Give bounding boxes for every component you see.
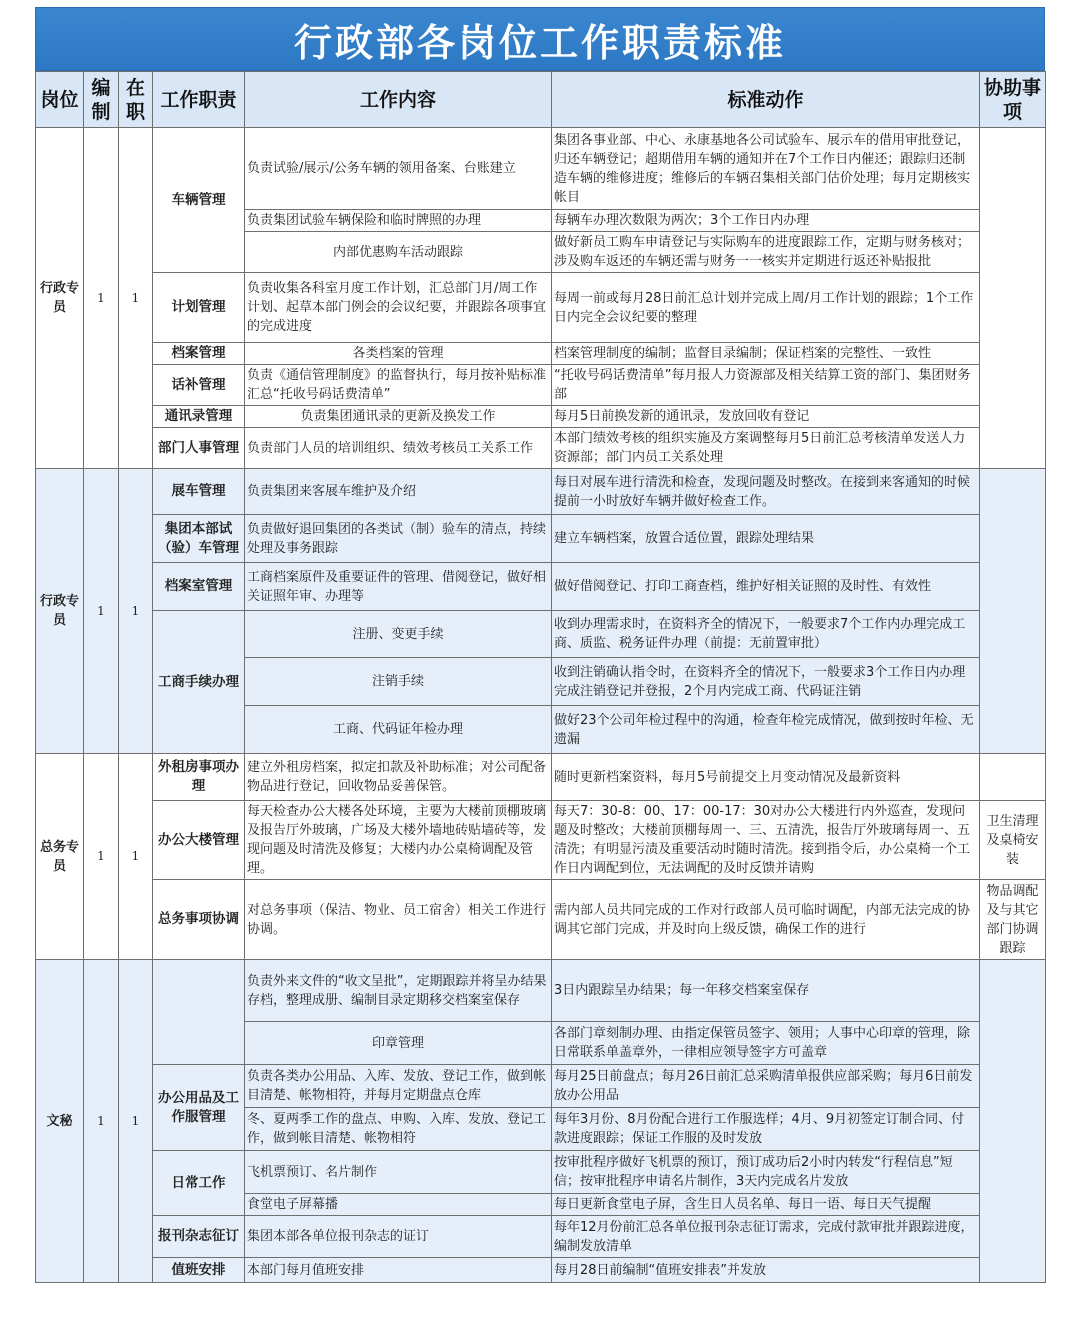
header-standard: 标准动作	[552, 72, 980, 128]
table-row	[36, 365, 1046, 406]
standard-cell: 每年12月份前汇总各单位报刊杂志征订需求，完成付款审批并跟踪进度，编制发放清单	[552, 1216, 980, 1258]
header-post: 岗位	[36, 72, 84, 128]
content-cell: 注册、变更手续	[245, 611, 552, 658]
table-row	[36, 273, 1046, 343]
standard-cell: 每月25日前盘点；每月26日前汇总采购清单报供应部采购；每月6日前发放办公用品	[552, 1065, 980, 1108]
standard-cell: 按审批程序做好飞机票的预订，预订成功后2小时内转发“行程信息”短信；按审批程序申请名片制作，3天内完成名片发放	[552, 1151, 980, 1194]
assist-cell	[980, 754, 1046, 801]
onduty-cell: 1	[119, 754, 153, 960]
onduty-cell: 1	[119, 469, 153, 754]
table-row	[36, 611, 1046, 658]
duty-cell: 日常工作	[153, 1151, 245, 1216]
content-cell: 印章管理	[245, 1022, 552, 1065]
table-row	[36, 1065, 1046, 1108]
standard-cell: 建立车辆档案，放置合适位置，跟踪处理结果	[552, 515, 980, 563]
content-cell: 内部优惠购车活动跟踪	[245, 232, 552, 273]
assist-cell	[980, 469, 1046, 754]
content-cell: 负责集团试验车辆保险和临时牌照的办理	[245, 210, 552, 232]
content-cell: 对总务事项（保洁、物业、员工宿舍）相关工作进行协调。	[245, 880, 552, 960]
duty-cell: 计划管理	[153, 273, 245, 343]
assist-cell	[980, 128, 1046, 469]
table-row	[36, 960, 1046, 1022]
role-cell: 总务专员	[36, 754, 84, 960]
assist-cell	[980, 960, 1046, 1283]
table-row	[36, 1258, 1046, 1283]
standard-cell: 每日更新食堂电子屏，含生日人员名单、每日一语、每日天气提醒	[552, 1194, 980, 1216]
duty-cell: 值班安排	[153, 1258, 245, 1283]
duty-cell: 档案室管理	[153, 563, 245, 611]
standard-cell: 每年3月份、8月份配合进行工作服选样；4月、9月初签定订制合同、付款进度跟踪；保证工作服的及时发放	[552, 1108, 980, 1151]
table-row	[36, 880, 1046, 960]
table-row	[36, 1151, 1046, 1194]
content-cell: 注销手续	[245, 658, 552, 706]
table-row	[36, 343, 1046, 365]
duty-cell: 档案管理	[153, 343, 245, 365]
content-cell: 飞机票预订、名片制作	[245, 1151, 552, 1194]
standard-cell: “托收号码话费清单”每月报人力资源部及相关结算工资的部门、集团财务部	[552, 365, 980, 406]
responsibility-sheet	[35, 7, 1045, 1283]
duty-cell: 部门人事管理	[153, 428, 245, 469]
assist-cell: 物品调配及与其它部门协调跟踪	[980, 880, 1046, 960]
page-title: 行政部各岗位工作职责标准	[293, 20, 786, 65]
header-quota: 编制	[84, 72, 119, 128]
content-cell: 负责集团来客展车维护及介绍	[245, 469, 552, 515]
duty-cell: 展车管理	[153, 469, 245, 515]
content-cell: 工商、代码证年检办理	[245, 706, 552, 754]
content-cell: 本部门每月值班安排	[245, 1258, 552, 1283]
standard-cell: 做好借阅登记、打印工商查档，维护好相关证照的及时性、有效性	[552, 563, 980, 611]
standard-cell: 做好23个公司年检过程中的沟通，检查年检完成情况，做到按时年检、无遗漏	[552, 706, 980, 754]
standard-cell: 收到注销确认指令时，在资料齐全的情况下，一般要求3个工作日内办理完成注销登记并登报，2个月内完成工商、代码证注销	[552, 658, 980, 706]
duty-cell: 办公大楼管理	[153, 801, 245, 880]
content-cell: 负责部门人员的培训组织、绩效考核员工关系工作	[245, 428, 552, 469]
header-content: 工作内容	[245, 72, 552, 128]
content-cell: 负责《通信管理制度》的监督执行，每月按补贴标准汇总“托收号码话费清单”	[245, 365, 552, 406]
content-cell: 每天检查办公大楼各处环境，主要为大楼前顶棚玻璃及报告厅外玻璃，广场及大楼外墙地砖贴墙砖等，发现问题及时清洗及修复；大楼内办公桌椅调配及管理。	[245, 801, 552, 880]
content-cell: 冬、夏两季工作的盘点、申购、入库、发放、登记工作，做到帐目清楚、帐物相符	[245, 1108, 552, 1151]
duty-cell: 话补管理	[153, 365, 245, 406]
content-cell: 负责做好退回集团的各类试（制）验车的清点，持续处理及事务跟踪	[245, 515, 552, 563]
standard-cell: 每辆车办理次数限为两次；3个工作日内办理	[552, 210, 980, 232]
header-assist: 协助事项	[980, 72, 1046, 128]
table-row	[36, 428, 1046, 469]
table-row	[36, 1216, 1046, 1258]
quota-cell: 1	[84, 128, 119, 469]
role-cell: 行政专员	[36, 128, 84, 469]
standard-cell: 收到办理需求时，在资料齐全的情况下，一般要求7个工作内办理完成工商、质监、税务证件办理（前提：无前置审批）	[552, 611, 980, 658]
duty-cell: 外租房事项办理	[153, 754, 245, 801]
header-duty: 工作职责	[153, 72, 245, 128]
table-row	[36, 754, 1046, 801]
standard-cell: 做好新员工购车申请登记与实际购车的进度跟踪工作，定期与财务核对；涉及购车返还的车辆还需与财务一一核实并定期进行返还补贴报批	[552, 232, 980, 273]
content-cell: 集团本部各单位报刊杂志的证订	[245, 1216, 552, 1258]
table-row	[36, 801, 1046, 880]
header-row	[36, 72, 1046, 128]
standard-cell: 每月28日前编制“值班安排表”并发放	[552, 1258, 980, 1283]
quota-cell: 1	[84, 754, 119, 960]
onduty-cell: 1	[119, 960, 153, 1283]
duty-table	[35, 71, 1046, 1283]
table-row	[36, 515, 1046, 563]
standard-cell: 集团各事业部、中心、永康基地各公司试验车、展示车的借用审批登记，归还车辆登记；超期借用车辆的通知并在7个工作日内催还；跟踪归还制造车辆的维修进度；维修后的车辆召集相关部门估价处理；每月定期核实帐目	[552, 128, 980, 210]
content-cell: 负责集团通讯录的更新及换发工作	[245, 406, 552, 428]
standard-cell: 3日内跟踪呈办结果；每一年移交档案室保存	[552, 960, 980, 1022]
content-cell: 负责试验/展示/公务车辆的领用备案、台账建立	[245, 128, 552, 210]
content-cell: 各类档案的管理	[245, 343, 552, 365]
standard-cell: 各部门章刻制办理、由指定保管员签字、领用；人事中心印章的管理，除日常联系单盖章外，一律相应领导签字方可盖章	[552, 1022, 980, 1065]
content-cell: 建立外租房档案，拟定扣款及补助标准；对公司配备物品进行登记，回收物品妥善保管。	[245, 754, 552, 801]
role-cell: 文秘	[36, 960, 84, 1283]
duty-cell: 车辆管理	[153, 128, 245, 273]
standard-cell: 本部门绩效考核的组织实施及方案调整每月5日前汇总考核清单发送人力资源部；部门内员工关系处理	[552, 428, 980, 469]
standard-cell: 每天7：30-8：00、17：00-17：30对办公大楼进行内外巡查，发现问题及时整改；大楼前顶棚每周一、三、五清洗，报告厅外玻璃每周一、五清洗；有明显污渍及重要活动时随时清洗。接到指令后，办公桌椅一个工作日内调配到位，无法调配的及时反馈并请购	[552, 801, 980, 880]
duty-cell: 报刊杂志征订	[153, 1216, 245, 1258]
content-cell: 负责各类办公用品、入库、发放、登记工作，做到帐目清楚、帐物相符，并每月定期盘点仓库	[245, 1065, 552, 1108]
standard-cell: 随时更新档案资料，每月5号前提交上月变动情况及最新资料	[552, 754, 980, 801]
duty-cell	[153, 960, 245, 1065]
content-cell: 负责外来文件的“收文呈批”，定期跟踪并将呈办结果存档，整理成册、编制目录定期移交档案室保存	[245, 960, 552, 1022]
duty-cell: 办公用品及工作服管理	[153, 1065, 245, 1151]
role-cell: 行政专员	[36, 469, 84, 754]
table-row	[36, 563, 1046, 611]
standard-cell: 档案管理制度的编制；监督目录编制；保证档案的完整性、一致性	[552, 343, 980, 365]
table-row	[36, 469, 1046, 515]
duty-cell: 通讯录管理	[153, 406, 245, 428]
standard-cell: 每周一前或每月28日前汇总计划并完成上周/月工作计划的跟踪；1个工作日内完全会议纪要的整理	[552, 273, 980, 343]
duty-cell: 总务事项协调	[153, 880, 245, 960]
table-row	[36, 406, 1046, 428]
assist-cell: 卫生清理及桌椅安装	[980, 801, 1046, 880]
content-cell: 工商档案原件及重要证件的管理、借阅登记，做好相关证照年审、办理等	[245, 563, 552, 611]
content-cell: 食堂电子屏幕播	[245, 1194, 552, 1216]
standard-cell: 每月5日前换发新的通讯录，发放回收有登记	[552, 406, 980, 428]
duty-cell: 工商手续办理	[153, 611, 245, 754]
duty-cell: 集团本部试（验）车管理	[153, 515, 245, 563]
onduty-cell: 1	[119, 128, 153, 469]
header-onduty: 在职	[119, 72, 153, 128]
table-row	[36, 128, 1046, 210]
title-bar	[35, 7, 1045, 71]
standard-cell: 需内部人员共同完成的工作对行政部人员可临时调配，内部无法完成的协调其它部门完成，并及时向上级反馈，确保工作的进行	[552, 880, 980, 960]
content-cell: 负责收集各科室月度工作计划，汇总部门月/周工作计划、起草本部门例会的会议纪要，并跟踪各项事宜的完成进度	[245, 273, 552, 343]
standard-cell: 每日对展车进行清洗和检查，发现问题及时整改。在接到来客通知的时候提前一小时放好车辆并做好检查工作。	[552, 469, 980, 515]
quota-cell: 1	[84, 469, 119, 754]
quota-cell: 1	[84, 960, 119, 1283]
